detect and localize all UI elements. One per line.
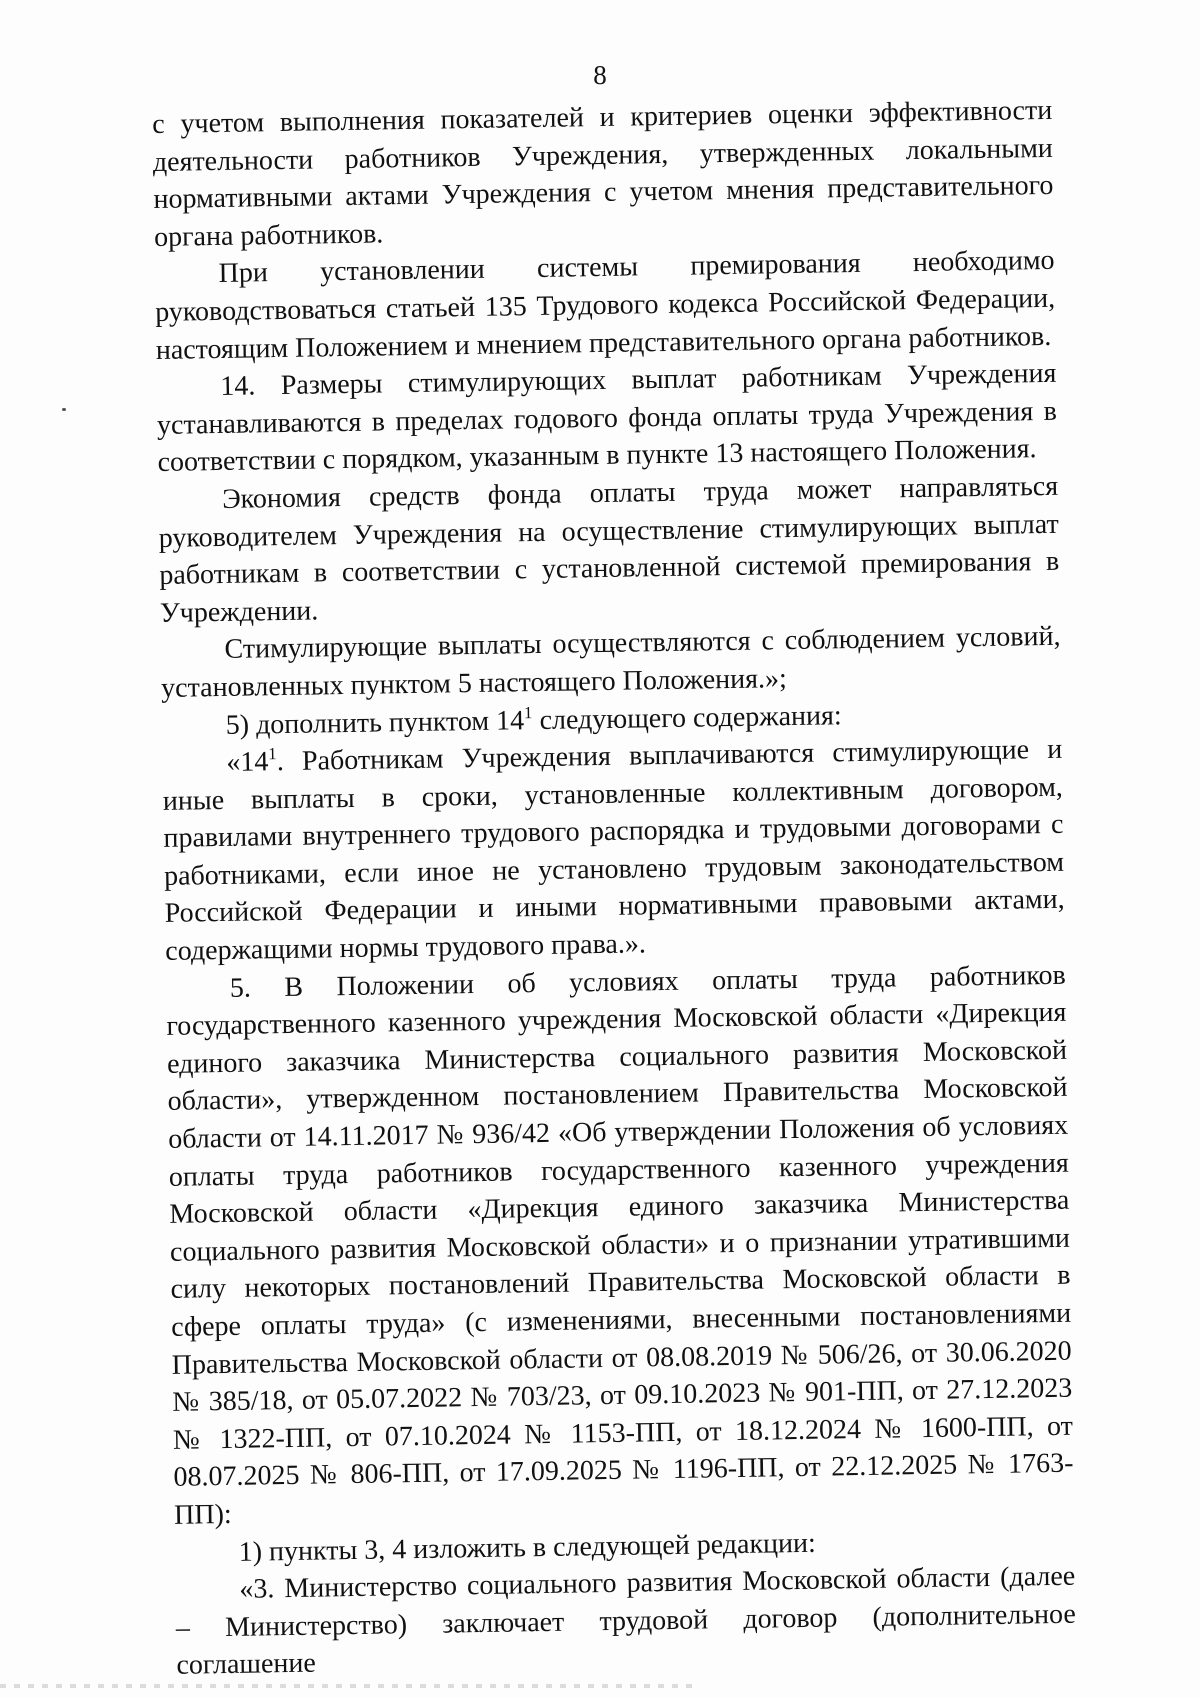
paragraph-continuation [152, 92, 1054, 256]
paragraph-text: «3. Министерство социального развития Московской области (далее – Министерство) заключает трудовой договор (дополнительное соглашение [175, 1560, 1077, 1682]
paragraph-text: 14. Размеры стимулирующих выплат работникам Учреждения устанавливаются в пределах годового фонда оплаты труда Учреждения в соответствии с порядком, указанным в пункте 13 настоящего Положения. [156, 357, 1058, 479]
paragraph-savings [158, 468, 1060, 632]
paragraph-text: При установлении системы премирования необходимо руководствоваться статьей 135 Трудового кодекса Российской Федерации, настоящим Положением и мнением представительного органа работников. [154, 245, 1056, 366]
paragraph-text: Экономия средств фонда оплаты труда может направляться руководителем Учреждения на осуществление стимулирующих выплат работникам в соответствии с установленной системой премирования в Учреждении. [158, 470, 1060, 629]
paragraph-item-3 [175, 1558, 1077, 1685]
scan-speck [62, 408, 66, 411]
paragraph-item-14-1-text [162, 731, 1065, 971]
paragraph-text: с учетом выполнения показателей и критериев оценки эффективности деятельности работников Учреждения, утвержденных локальными нормативными актами Учреждения с учетом мнения представительного органа работников. [152, 94, 1054, 253]
scan-edge-artifact [0, 1684, 700, 1688]
paragraph-text: . Работникам Учреждения выплачиваются стимулирующие и иные выплаты в сроки, установленные коллективным договором, правилами внутреннего трудового распорядка и трудовыми договорами с работниками, если иное не установлено трудовым законодательством Российской Федерации и иными нормативными правовыми актами, содержащими нормы трудового права.». [162, 733, 1065, 967]
paragraph-incentive-conditions [160, 618, 1061, 707]
paragraph-text: следующего содержания: [532, 699, 842, 736]
superscript: 1 [268, 744, 277, 764]
paragraph-premium-system [154, 242, 1056, 369]
paragraph-text: 5. В Положении об условиях оплаты труда работников государственного казенного учреждения Московской области «Дирекция единого заказчика Министерства социального развития Московской области», утвержденном постановлением Правительства Московской области от 14.11.2017 № 936/42 «Об утверждении Положения об условиях оплаты труда работников государственного казенного учреждения Московской области «Дирекция единого заказчика Министерства социального развития Московской области» и о признании утратившими силу некоторых постановлений Правительства Московской области в сфере оплаты труда» (с изменениями, внесенными постановлениями Правительства Московской области от 08.08.2019 № 506/26, от 30.06.2020 № 385/18, от 05.07.2022 № 703/23, от 09.10.2023 № 901-ПП, от 27.12.2023 № 1322-ПП, от 07.10.2024 № 1153-ПП, от 18.12.2024 № 1600-ПП, от 08.07.2025 № 806-ПП, от 17.09.2025 № 1196-ПП, от 22.12.2025 № 1763-ПП): [166, 959, 1074, 1531]
paragraph-text: Стимулирующие выплаты осуществляются с соблюдением условий, установленных пунктом 5 настоящего Положения.»; [160, 621, 1061, 704]
document-body [152, 92, 1077, 1685]
paragraph-text: 1) пункты 3, 4 изложить в следующей редакции: [238, 1527, 817, 1568]
page-number: 8 [593, 60, 607, 90]
paragraph-item-14 [156, 355, 1058, 482]
paragraph-text: «14 [226, 746, 269, 779]
paragraph-section-5 [166, 956, 1075, 1534]
paragraph-text: 5) дополнить пунктом 14 [225, 704, 525, 741]
superscript: 1 [523, 702, 533, 722]
